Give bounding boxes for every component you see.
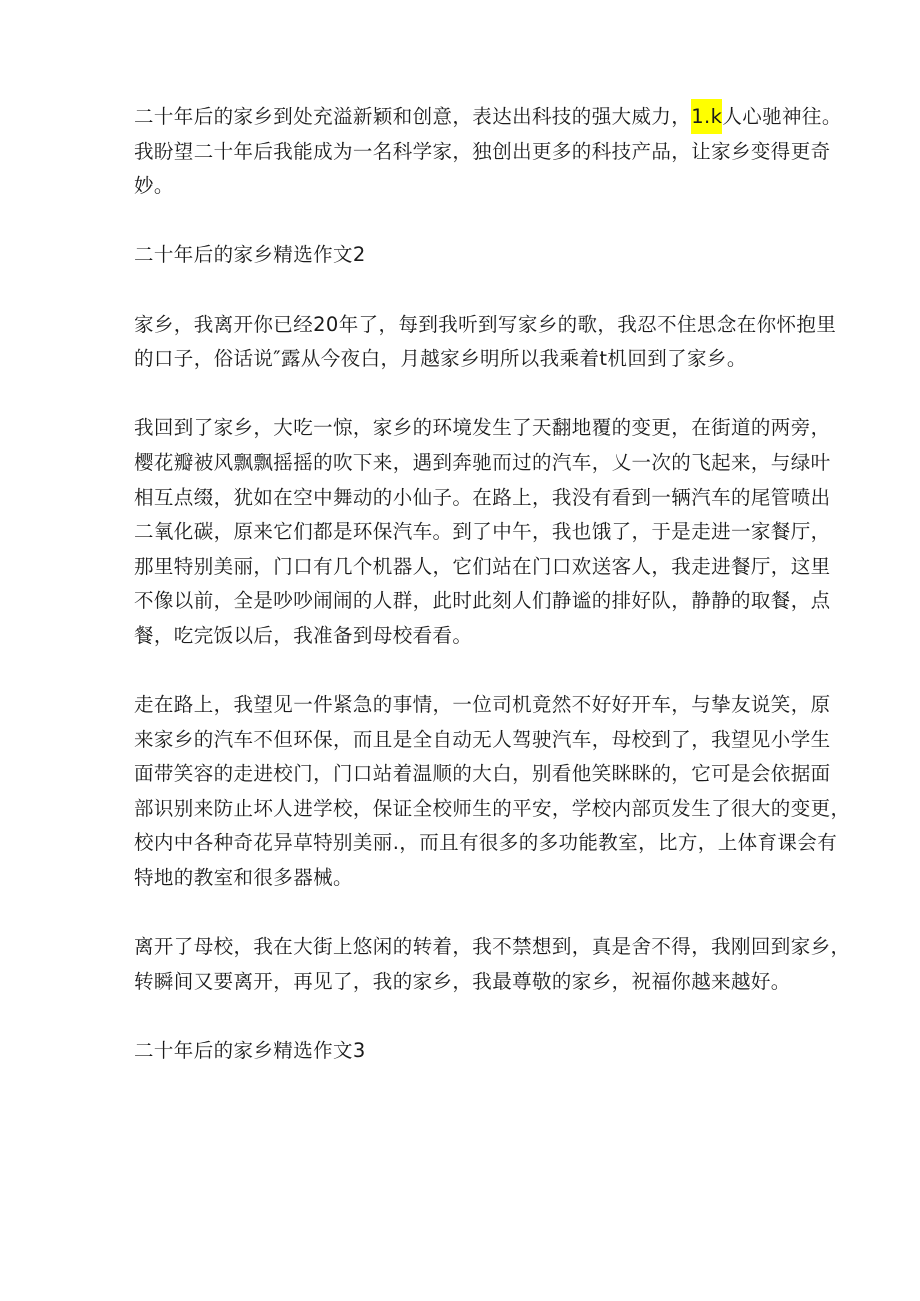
text-line: 的口子，俗话说″露从今夜白，月越家乡明所以我乘着t机回到了家乡。: [134, 347, 747, 371]
text-line: 餐，吃完饭以后，我准备到母校看看。: [134, 623, 473, 647]
heading-text: 二十年后的家乡精选作文2: [134, 243, 366, 267]
paragraph-4: [134, 688, 851, 896]
text-line: 家乡，我离开你已经20年了，每到我听到写家乡的歌，我忍不住思念在你怀抱里: [134, 312, 837, 336]
heading-text: 二十年后的家乡精选作文3: [134, 1039, 366, 1063]
text-line: 部识别来防止坏人进学校，保证全校师生的平安，学校内部页发生了很大的变更，: [134, 796, 851, 820]
text-line: 二氧化碳，原来它们都是环保汽车。到了中午，我也饿了，于是走进一家餐厅，: [134, 520, 831, 544]
text-line: 相互点缀，犹如在空中舞动的小仙子。在路上，我没有看到一辆汽车的尾管喷出: [134, 485, 831, 509]
text-line: 二十年后的家乡到处充溢新颖和创意，表达出科技的强大威力，1.k人心驰神往。: [134, 100, 800, 135]
paragraph-5: [134, 930, 851, 999]
paragraph-1: [134, 100, 842, 204]
text-line: 那里特别美丽，门口有几个机器人，它们站在门口欢送客人，我走进餐厅，这里: [134, 554, 831, 578]
text-line: 妙。: [134, 174, 174, 198]
document-page: [134, 100, 851, 1103]
paragraph-2: [134, 308, 837, 377]
text-line: 来家乡的汽车不但环保，而且是全自动无人驾驶汽车，母校到了，我望见小学生: [134, 727, 831, 751]
text-line: 离开了母校，我在大街上悠闲的转着，我不禁想到，真是舍不得，我刚回到家乡，: [134, 935, 851, 959]
section-heading-3: [134, 1034, 800, 1069]
text-line: 走在路上，我望见一件紧急的事情，一位司机竟然不好好开车，与挚友说笑，原: [134, 693, 831, 717]
text-line: 面带笑容的走进校门，门口站着温顺的大白，别看他笑眯眯的，它可是会依据面: [134, 762, 831, 786]
text-line: 我盼望二十年后我能成为一名科学家，独创出更多的科技产品，让家乡变得更奇: [134, 139, 831, 163]
text-line: 不像以前，全是吵吵闹闹的人群，此时此刻人们静谧的排好队，静静的取餐，点: [134, 589, 831, 613]
text-line: 樱花瓣被风飘飘摇摇的吹下来，遇到奔驰而过的汽车，乂一次的飞起来，与绿叶: [134, 450, 831, 474]
text-line: 特地的教室和很多器械。: [134, 866, 353, 890]
section-heading-2: [134, 238, 800, 273]
highlighted-text: 1.k: [691, 99, 722, 134]
text-line: 转瞬间又要离开，再见了，我的家乡，我最尊敬的家乡，祝福你越来越好。: [134, 969, 791, 993]
paragraph-3: [134, 411, 831, 653]
text-line: 校内中各种奇花异草特别美丽.，而且有很多的多功能教室，比方，上体育课会有: [134, 831, 838, 855]
text-line: 我回到了家乡，大吃一惊，家乡的环境发生了天翻地覆的变更，在街道的两旁，: [134, 416, 831, 440]
